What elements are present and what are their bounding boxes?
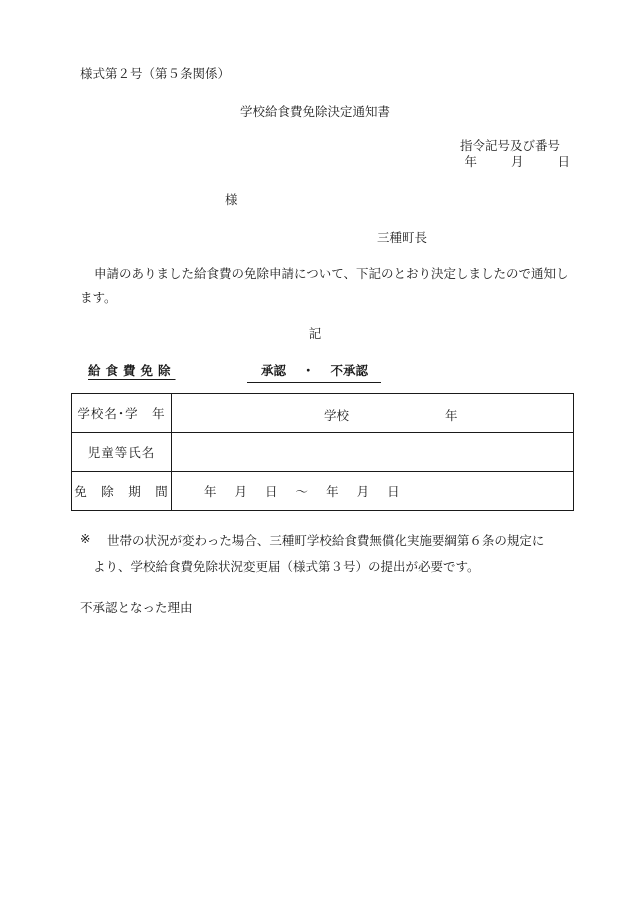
period-start-month: 月 <box>234 484 248 499</box>
table-row-name <box>72 433 574 472</box>
reference-number-label: 指令記号及び番号 <box>459 138 560 153</box>
form-number: 様式第２号（第５条関係） <box>80 66 231 81</box>
note-line-1: 世帯の状況が変わった場合、三種町学校給食費無償化実施要綱第６条の規定に <box>107 533 545 548</box>
exemption-period-label: 免 除 期 間 <box>72 472 172 511</box>
student-name-cell <box>172 433 574 472</box>
exemption-label: 給食費免除 <box>88 363 176 378</box>
issuer: 三種町長 <box>376 230 427 245</box>
approve-option: 承認 <box>261 363 287 378</box>
date-year: 年 <box>464 154 477 169</box>
table-row-school <box>72 394 574 433</box>
disapprove-option: 不承認 <box>330 363 369 378</box>
note-mark: ※ <box>80 531 91 546</box>
note-line-2: より、学校給食費免除状況変更届（様式第３号）の提出が必要です。 <box>93 559 480 574</box>
school-grade-cell <box>172 394 574 433</box>
option-separator: ・ <box>302 363 315 378</box>
period-tilde: ～ <box>295 484 309 499</box>
body-text: 申請のありました給食費の免除申請について、下記のとおり決定しましたので通知します。 <box>80 266 569 305</box>
disapproval-reason-label: 不承認となった理由 <box>80 600 193 615</box>
grade-word: 年 <box>445 408 458 423</box>
school-grade-label: 学校名･学 年 <box>72 394 172 433</box>
period-end-month: 月 <box>356 484 370 499</box>
exemption-period-cell <box>172 472 574 511</box>
period-start-year: 年 <box>204 484 217 499</box>
date-day: 日 <box>557 154 570 169</box>
school-word: 学校 <box>324 408 350 423</box>
document-title: 学校給食費免除決定通知書 <box>239 104 390 119</box>
student-name-label: 児童等氏名 <box>72 433 172 472</box>
period-end-year: 年 <box>326 484 339 499</box>
date-line <box>464 152 570 170</box>
ki-heading: 記 <box>308 326 322 341</box>
date-month: 月 <box>510 154 524 169</box>
period-start-day: 日 <box>265 484 278 499</box>
addressee-suffix: 様 <box>225 192 238 207</box>
decision-options <box>247 361 381 383</box>
period-end-day: 日 <box>387 484 400 499</box>
table-row-period <box>72 472 574 511</box>
info-table <box>71 393 574 511</box>
